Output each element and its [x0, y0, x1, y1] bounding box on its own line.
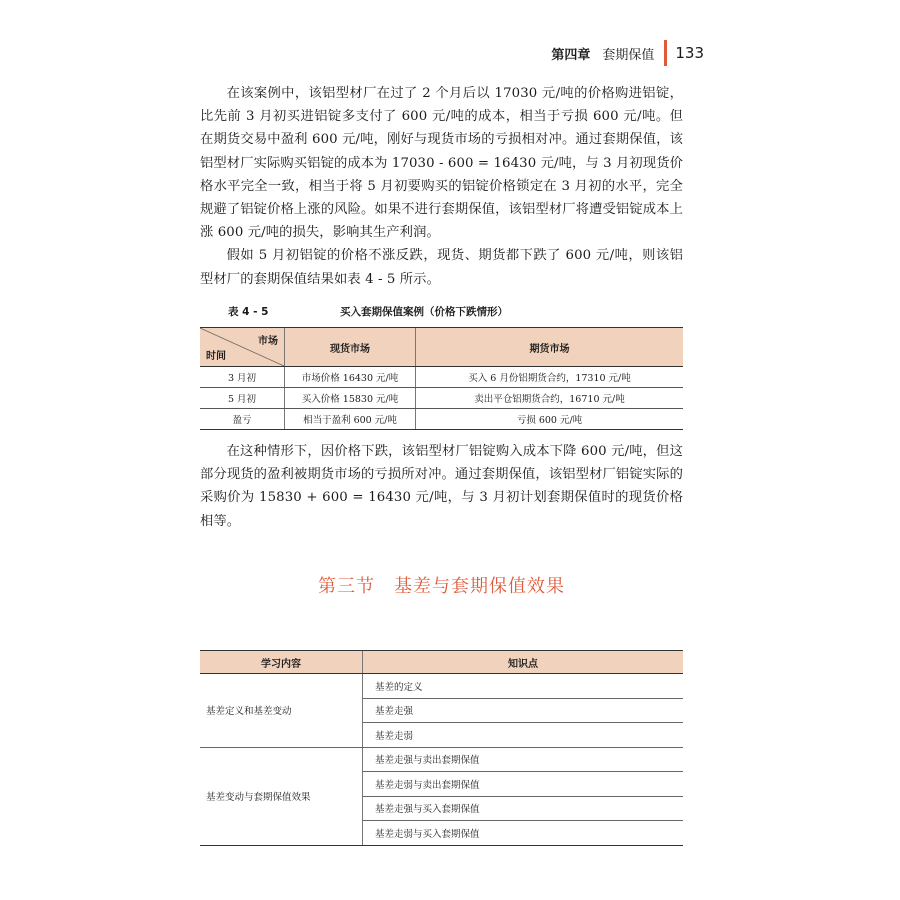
body-text-after-table [200, 440, 683, 533]
col-header-spot: 现货市场 [285, 328, 416, 367]
table-caption [200, 304, 683, 322]
section-label: 套期保值 [602, 47, 655, 63]
paragraph: 在该案例中，该铝型材厂在过了 2 个月后以 17030 元/吨的价格购进铝锭，比先前 3 月初买进铝锭多支付了 600 元/吨的成本，相当于亏损 600 元/吨。但在期货交易中盈利 600 元/吨，刚好与现货市场的亏损相对冲。通过套期保值，该铝型材厂实际购买铝锭的成本为 17030 - 600 = 16430 元/吨，与 3 月初现货价格水平完全一致，相当于将 5 月初要购买的铝锭价格锁定在 3 月初的水平，完全规避了铝锭价格上涨的风险。如果不进行套期保值，该铝型材厂将遭受铝锭成本上涨 600 元/吨的损失，影响其生产利润。 [200, 86, 683, 241]
paragraph: 假如 5 月初铝锭的价格不涨反跌，现货、期货都下跌了 600 元/吨，则该铝型材厂的套期保值结果如表 4 - 5 所示。 [200, 248, 683, 287]
cell-point: 基差走弱与卖出套期保值 [363, 772, 684, 797]
body-text-top [200, 82, 683, 291]
cell-time: 盈亏 [200, 409, 285, 430]
cell-spot: 市场价格 16430 元/吨 [285, 367, 416, 388]
learning-content-table [200, 650, 683, 846]
cell-futures: 亏损 600 元/吨 [416, 409, 684, 430]
table-row [200, 747, 683, 772]
cell-topic: 基差变动与套期保值效果 [200, 747, 363, 845]
chapter-label: 第四章 [551, 47, 591, 63]
table-row [200, 388, 683, 409]
corner-header [200, 328, 285, 367]
table-number: 表 4 - 5 [228, 306, 269, 318]
table-title: 买入套期保值案例（价格下跌情形） [340, 306, 508, 318]
corner-time: 时间 [206, 351, 226, 362]
cell-point: 基差走强与买入套期保值 [363, 796, 684, 821]
cell-point: 基差走强与卖出套期保值 [363, 747, 684, 772]
cell-point: 基差走强 [363, 698, 684, 723]
cell-time: 5 月初 [200, 388, 285, 409]
table-row [200, 367, 683, 388]
cell-point: 基差走弱与买入套期保值 [363, 821, 684, 846]
table-row [200, 409, 683, 430]
cell-topic: 基差定义和基差变动 [200, 674, 363, 748]
cell-point: 基差走弱 [363, 723, 684, 748]
cell-spot: 相当于盈利 600 元/吨 [285, 409, 416, 430]
col-header-points: 知识点 [363, 651, 684, 674]
hedging-case-table [200, 327, 683, 430]
corner-market: 市场 [258, 336, 278, 347]
page-number: 133 [675, 44, 704, 62]
cell-futures: 卖出平仓铝期货合约，16710 元/吨 [416, 388, 684, 409]
col-header-content: 学习内容 [200, 651, 363, 674]
cell-point: 基差的定义 [363, 674, 684, 699]
paragraph: 在这种情形下，因价格下跌，该铝型材厂铝锭购入成本下降 600 元/吨，但这部分现货的盈利被期货市场的亏损所对冲。通过套期保值，该铝型材厂铝锭实际的采购价为 15830 + 600 = 16430 元/吨，与 3 月初计划套期保值时的现货价格相等。 [200, 444, 683, 529]
cell-futures: 买入 6 月份铝期货合约，17310 元/吨 [416, 367, 684, 388]
col-header-futures: 期货市场 [416, 328, 684, 367]
cell-spot: 买入价格 15830 元/吨 [285, 388, 416, 409]
cell-time: 3 月初 [200, 367, 285, 388]
table-row [200, 674, 683, 699]
section-heading: 第三节 基差与套期保值效果 [318, 576, 565, 597]
header-divider [664, 40, 667, 66]
running-header [551, 40, 704, 66]
